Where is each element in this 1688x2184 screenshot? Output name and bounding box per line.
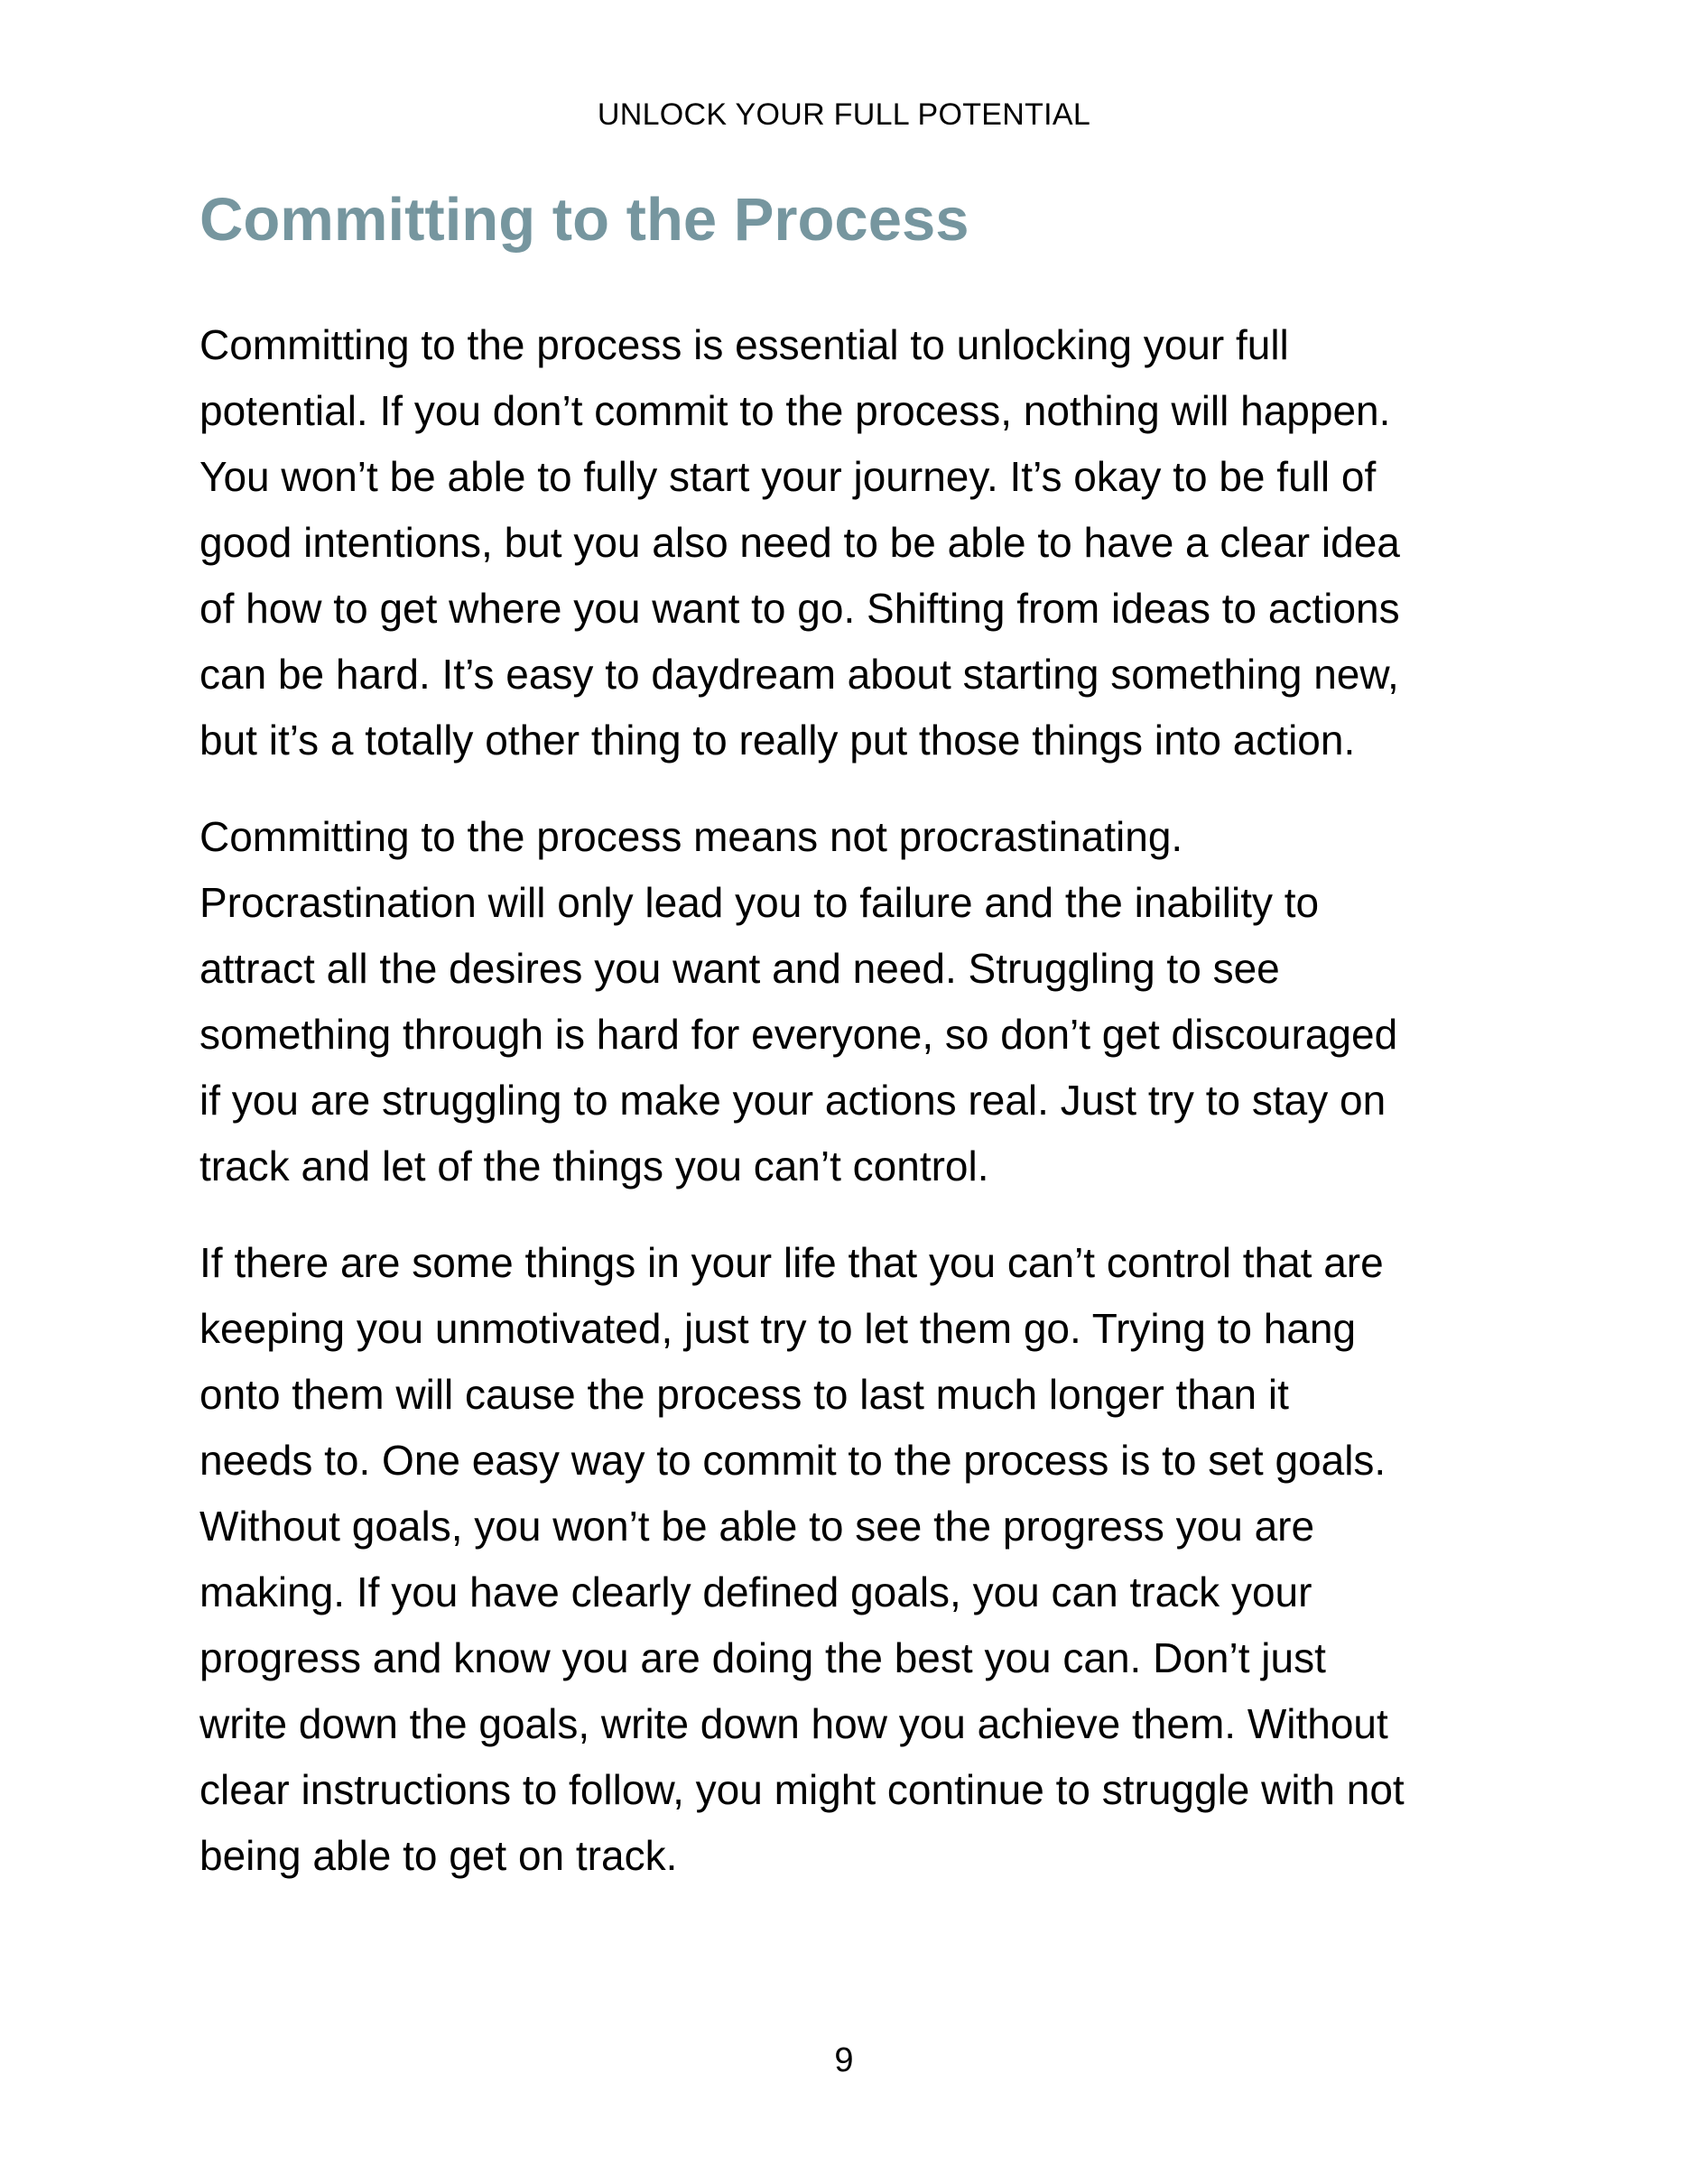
section-title: Committing to the Process [199,186,969,254]
text-line: something through is hard for everyone, so don’t get discouraged [199,1011,1398,1058]
text-line: attract all the desires you want and need. Struggling to see [199,945,1280,992]
text-line: potential. If you don’t commit to the process, nothing will happen. [199,387,1391,434]
running-header: UNLOCK YOUR FULL POTENTIAL [597,97,1091,132]
text-line: being able to get on track. [199,1832,678,1879]
paragraph-2 [199,804,1499,1199]
text-line: write down the goals, write down how you achieve them. Without [199,1700,1388,1747]
text-line: clear instructions to follow, you might continue to struggle with not [199,1766,1405,1813]
text-line: Committing to the process means not procrastinating. [199,813,1183,860]
text-line: making. If you have clearly defined goals, you can track your [199,1569,1312,1615]
text-line: track and let of the things you can’t control. [199,1143,989,1189]
text-line: Without goals, you won’t be able to see the progress you are [199,1503,1315,1550]
text-line: Committing to the process is essential to unlocking your full [199,321,1289,368]
text-line: good intentions, but you also need to be able to have a clear idea [199,519,1400,566]
paragraph-3 [199,1230,1499,1889]
text-line: progress and know you are doing the best you can. Don’t just [199,1634,1326,1681]
text-line: You won’t be able to fully start your journey. It’s okay to be full of [199,453,1377,500]
text-line: can be hard. It’s easy to daydream about starting something new, [199,651,1399,698]
text-line: If there are some things in your life that you can’t control that are [199,1239,1384,1286]
text-line: if you are struggling to make your actions real. Just try to stay on [199,1077,1387,1124]
text-line: onto them will cause the process to last much longer than it [199,1371,1289,1418]
text-line: keeping you unmotivated, just try to let them go. Trying to hang [199,1305,1357,1352]
body-text [199,312,1499,1920]
paragraph-1 [199,312,1499,773]
text-line: Procrastination will only lead you to failure and the inability to [199,879,1320,926]
text-line: but it’s a totally other thing to really put those things into action. [199,717,1356,763]
text-line: of how to get where you want to go. Shifting from ideas to actions [199,585,1400,632]
page-number: 9 [834,2041,854,2079]
text-line: needs to. One easy way to commit to the process is to set goals. [199,1437,1387,1484]
